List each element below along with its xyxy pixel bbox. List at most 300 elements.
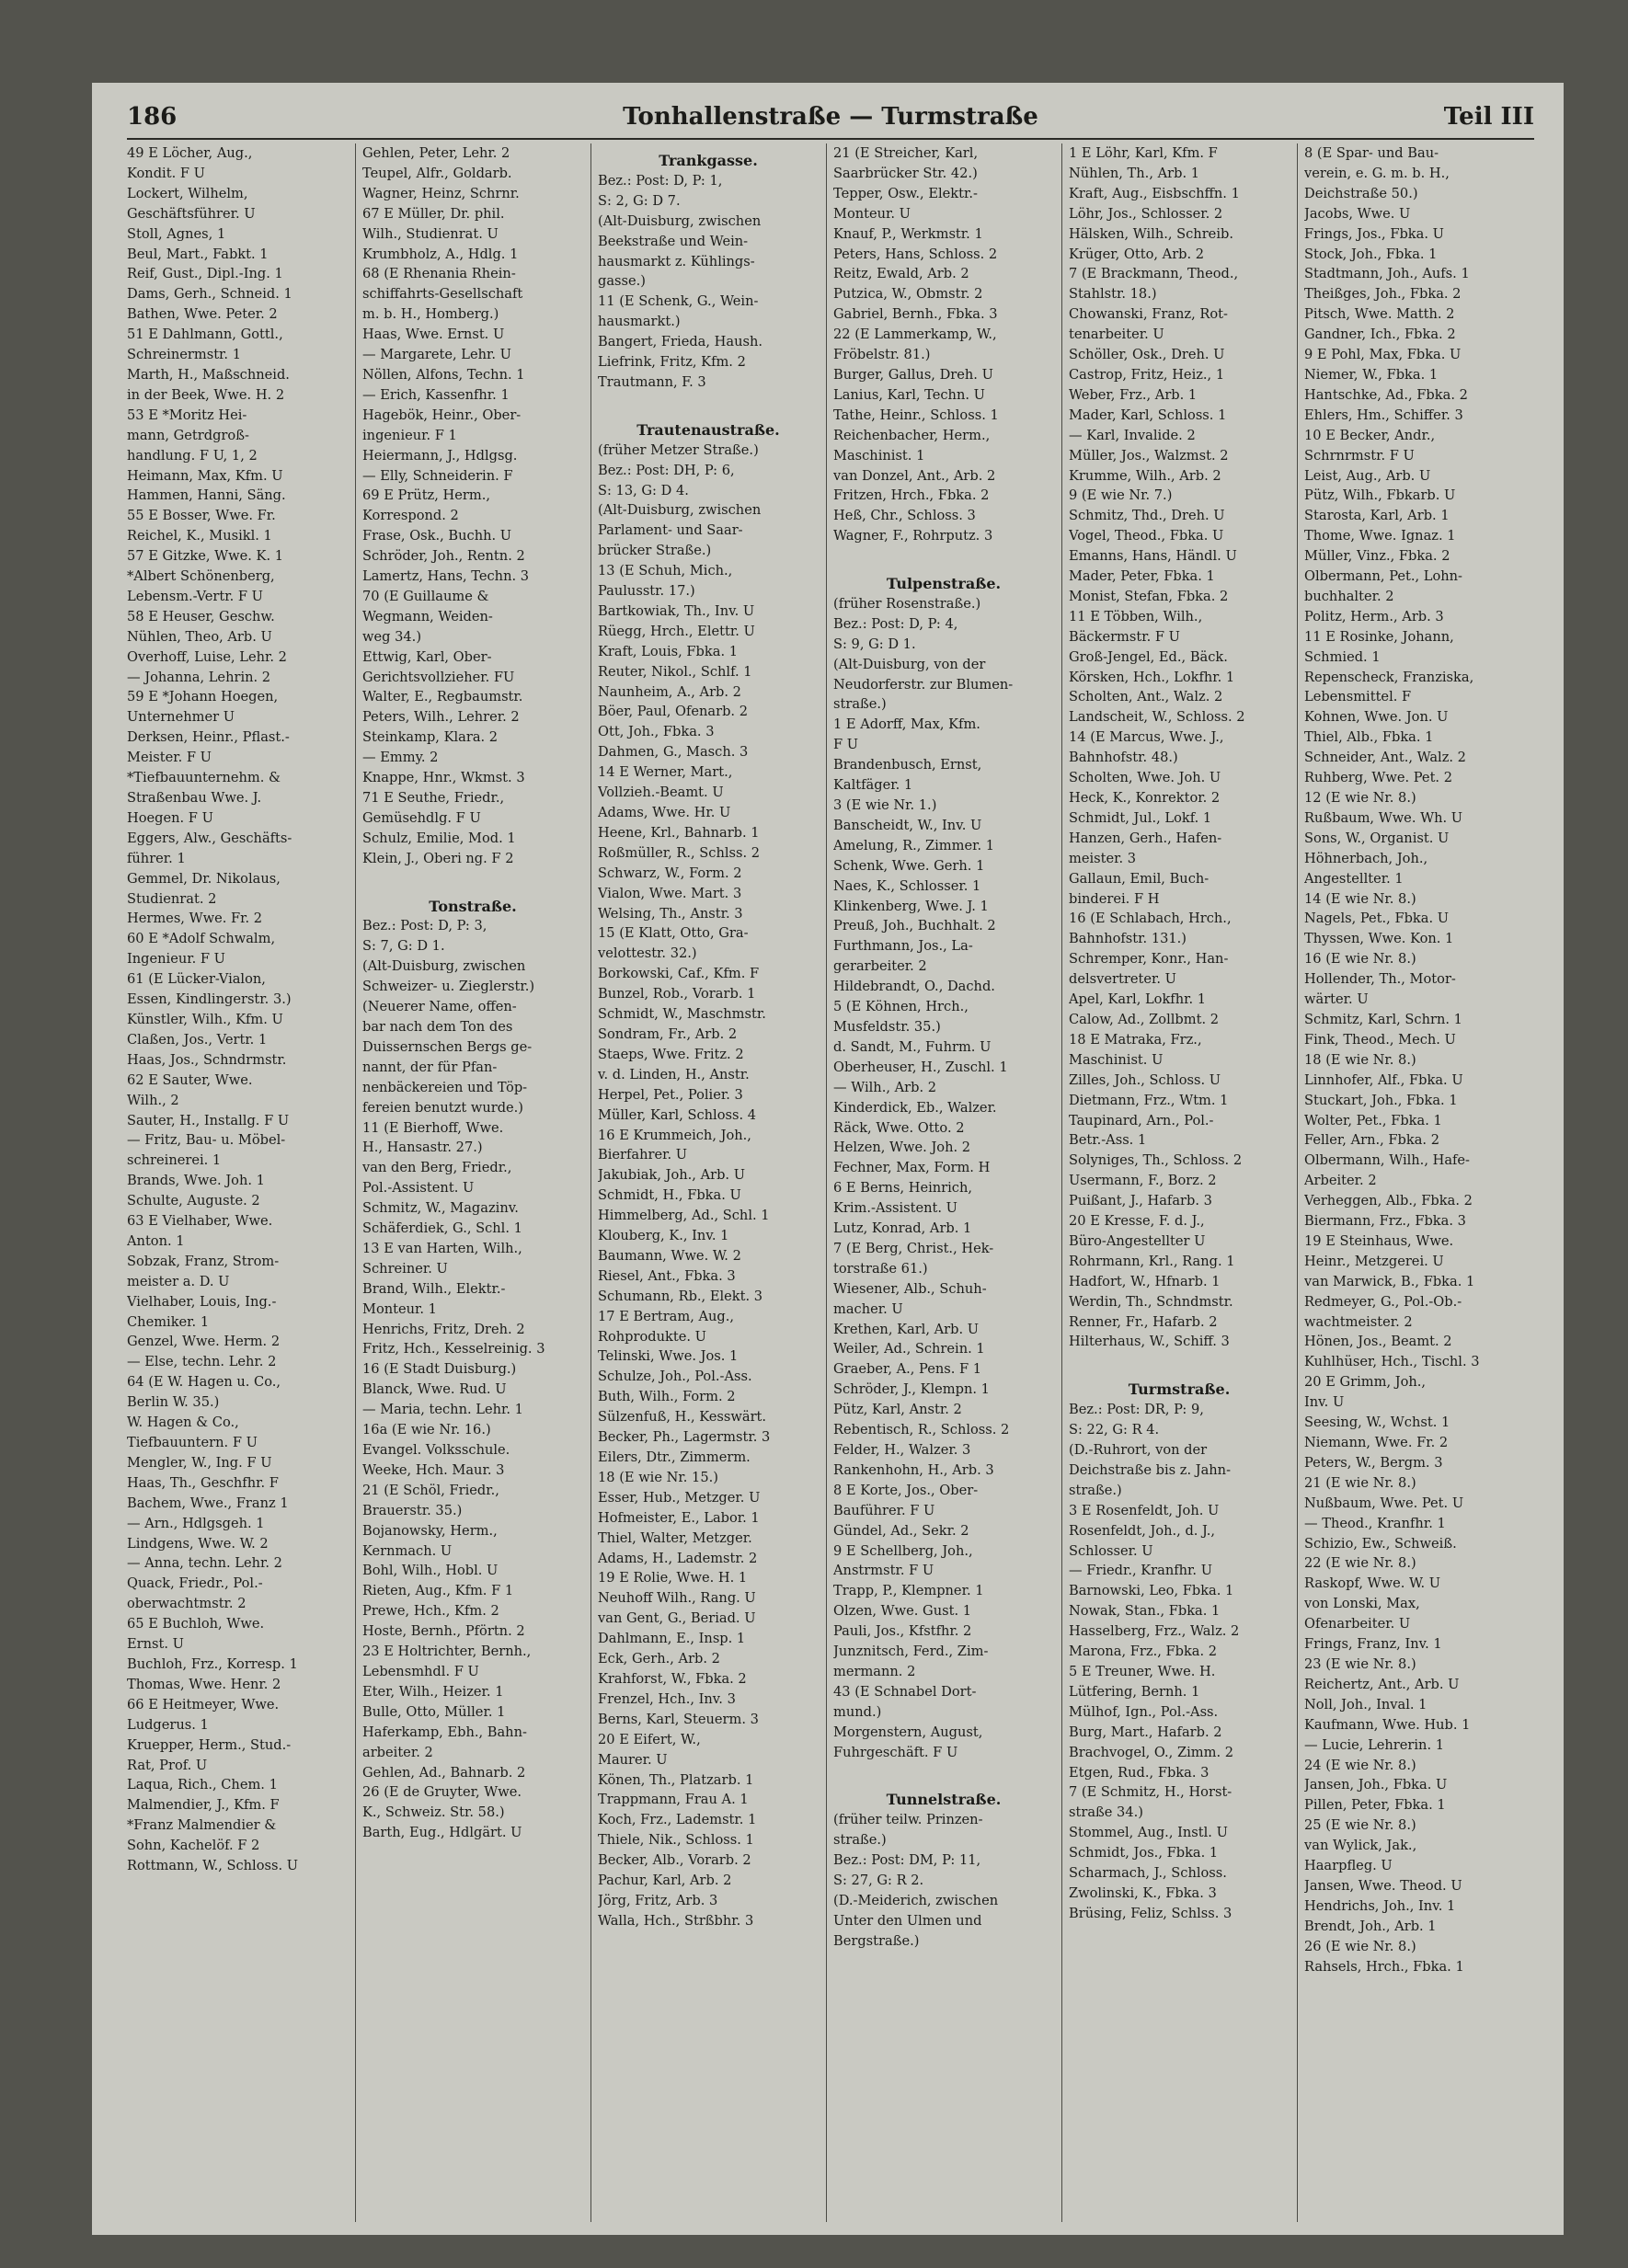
directory-line: brücker Straße.) <box>598 543 712 559</box>
directory-line: Haas, Th., Geschfhr. F <box>127 1474 279 1491</box>
directory-line: Vollzieh.-Beamt. U <box>598 785 724 801</box>
directory-line: Kraft, Louis, Fbka. 1 <box>598 643 739 659</box>
directory-line: Renner, Fr., Hafarb. 2 <box>1069 1313 1218 1330</box>
directory-line: 13 E van Harten, Wilh., <box>362 1240 522 1256</box>
directory-line: Künstler, Wilh., Kfm. U <box>127 1011 283 1027</box>
directory-line: delsvertreter. U <box>1069 971 1176 988</box>
directory-line: Lindgens, Wwe. W. 2 <box>127 1535 269 1552</box>
directory-line: Bahnhofstr. 48.) <box>1069 750 1178 766</box>
directory-line: nannt, der für Pfan- <box>362 1059 498 1075</box>
directory-line: Reichel, K., Musikl. 1 <box>127 528 272 544</box>
directory-line: Baumann, Wwe. W. 2 <box>598 1247 741 1264</box>
directory-line: Reitz, Ewald, Arb. 2 <box>833 266 969 282</box>
directory-line: Walla, Hch., Strßbhr. 3 <box>598 1912 754 1929</box>
directory-line: Wagner, F., Rohrputz. 3 <box>833 528 993 544</box>
directory-line: van Wylick, Jak., <box>1304 1838 1417 1854</box>
directory-line: 16 (E wie Nr. 8.) <box>1304 951 1416 968</box>
directory-line: Bez.: Post: DH, P: 6, <box>598 462 735 478</box>
directory-line: Geschäftsführer. U <box>127 205 256 222</box>
directory-line: — Lucie, Lehrerin. 1 <box>1304 1736 1445 1753</box>
directory-line: Ettwig, Karl, Ober- <box>362 648 492 665</box>
directory-line: 17 E Bertram, Aug., <box>598 1308 735 1324</box>
directory-line: 25 (E wie Nr. 8.) <box>1304 1817 1416 1834</box>
directory-line: binderei. F H <box>1069 890 1160 907</box>
directory-line: Fink, Theod., Mech. U <box>1304 1031 1456 1048</box>
directory-line: Feller, Arn., Fbka. 2 <box>1304 1132 1439 1149</box>
directory-line: Schröder, Joh., Rentn. 2 <box>362 548 525 565</box>
directory-line: Lebensmhdl. F U <box>362 1663 479 1679</box>
directory-line: Schmitz, Karl, Schrn. 1 <box>1304 1011 1462 1027</box>
directory-line: Stock, Joh., Fbka. 1 <box>1304 246 1438 262</box>
directory-line: Schmitz, W., Magazinv. <box>362 1200 519 1217</box>
directory-line: 11 (E Bierhoff, Wwe. <box>362 1119 504 1136</box>
directory-line: 11 (E Schenk, G., Wein- <box>598 293 759 310</box>
directory-line: Buchloh, Frz., Korresp. 1 <box>127 1655 298 1672</box>
directory-line: Marona, Frz., Fbka. 2 <box>1069 1644 1218 1660</box>
directory-line: Kohnen, Wwe. Jon. U <box>1304 709 1449 726</box>
directory-line: Castrop, Fritz, Heiz., 1 <box>1069 366 1225 383</box>
directory-line: Heck, K., Konrektor. 2 <box>1069 790 1221 806</box>
directory-line: Nühlen, Theo, Arb. U <box>127 628 272 645</box>
directory-line: Böer, Paul, Ofenarb. 2 <box>598 704 748 720</box>
directory-line: Himmelberg, Ad., Schl. 1 <box>598 1208 770 1224</box>
directory-line: Riesel, Ant., Fbka. 3 <box>598 1267 736 1284</box>
directory-line: Naes, K., Schlosser. 1 <box>833 877 981 894</box>
directory-line: Ehlers, Hm., Schiffer. 3 <box>1304 407 1463 423</box>
directory-line: Bahnhofstr. 131.) <box>1069 931 1187 947</box>
directory-line: Becker, Alb., Vorarb. 2 <box>598 1852 751 1869</box>
directory-line: — Maria, techn. Lehr. 1 <box>362 1402 523 1418</box>
directory-line: mermann. 2 <box>833 1663 916 1679</box>
directory-line: 11 E Rosinke, Johann, <box>1304 628 1454 645</box>
directory-line: 16a (E wie Nr. 16.) <box>362 1422 491 1438</box>
directory-line: Schmidt, Jos., Fbka. 1 <box>1069 1845 1219 1861</box>
directory-line: Laqua, Rich., Chem. 1 <box>127 1777 278 1793</box>
directory-line: 58 E Heuser, Geschw. <box>127 608 275 624</box>
directory-line: Becker, Ph., Lagermstr. 3 <box>598 1429 771 1446</box>
directory-line: Hantschke, Ad., Fbka. 2 <box>1304 386 1468 403</box>
directory-line: Kinderdick, Eb., Walzer. <box>833 1099 997 1116</box>
directory-line: Schreiner. U <box>362 1260 448 1277</box>
directory-line: Rußbaum, Wwe. Wh. U <box>1304 809 1463 826</box>
directory-line: Thyssen, Wwe. Kon. 1 <box>1304 931 1454 947</box>
directory-line: 15 (E Klatt, Otto, Gra- <box>598 925 749 942</box>
directory-line: straße.) <box>833 1832 887 1849</box>
directory-line: — Theod., Kranfhr. 1 <box>1304 1515 1446 1531</box>
directory-line: Fritzen, Hrch., Fbka. 2 <box>833 487 990 504</box>
directory-line: Fröbelstr. 81.) <box>833 347 931 363</box>
directory-line: Jörg, Fritz, Arb. 3 <box>598 1892 718 1908</box>
directory-line: Lanius, Karl, Techn. U <box>833 386 985 403</box>
directory-line: Kraft, Aug., Eisbschffn. 1 <box>1069 185 1240 201</box>
directory-line: Schmitz, Thd., Dreh. U <box>1069 508 1225 524</box>
directory-line: Etgen, Rud., Fbka. 3 <box>1069 1764 1210 1781</box>
directory-line: 8 (E Spar- und Bau- <box>1304 145 1439 161</box>
directory-line: Solyniges, Th., Schloss. 2 <box>1069 1152 1243 1169</box>
directory-line: 12 (E wie Nr. 8.) <box>1304 790 1416 806</box>
directory-line: 70 (E Guillaume & <box>362 588 489 604</box>
directory-line: Brands, Wwe. Joh. 1 <box>127 1173 265 1189</box>
directory-line: Mülhof, Ign., Pol.-Ass. <box>1069 1703 1219 1720</box>
directory-line: macher. U <box>833 1300 903 1317</box>
directory-line: mann, Getrdgroß- <box>127 427 249 443</box>
directory-line: 55 E Bosser, Wwe. Fr. <box>127 508 276 524</box>
directory-line: 19 E Steinhaus, Wwe. <box>1304 1232 1454 1249</box>
directory-line: Schumann, Rb., Elekt. 3 <box>598 1288 763 1304</box>
directory-line: Dahlmann, E., Insp. 1 <box>598 1631 746 1647</box>
page-title: Tonhallenstraße — Turmstraße <box>623 103 1038 131</box>
directory-line: Angestellter. 1 <box>1304 870 1404 887</box>
directory-line: Wegmann, Weiden- <box>362 608 493 624</box>
directory-line: Gabriel, Bernh., Fbka. 3 <box>833 306 998 323</box>
directory-line: 5 (E Köhnen, Hrch., <box>833 999 969 1015</box>
directory-line: Amelung, R., Zimmer. 1 <box>833 837 995 853</box>
directory-line: torstraße 61.) <box>833 1260 928 1277</box>
directory-line: Anton. 1 <box>127 1232 185 1249</box>
directory-line: Nowak, Stan., Fbka. 1 <box>1069 1603 1221 1620</box>
directory-line: Jakubiak, Joh., Arb. U <box>598 1167 746 1184</box>
directory-line: Taupinard, Arn., Pol.- <box>1069 1112 1214 1128</box>
directory-line: — Wilh., Arb. 2 <box>833 1079 937 1095</box>
directory-line: F U <box>833 737 859 753</box>
directory-line: Nußbaum, Wwe. Pet. U <box>1304 1495 1464 1511</box>
directory-line: Eter, Wilh., Heizer. 1 <box>362 1683 504 1700</box>
directory-line: Klinkenberg, Wwe. J. 1 <box>833 898 989 914</box>
directory-line: Lütfering, Bernh. 1 <box>1069 1683 1200 1700</box>
directory-line: Monteur. 1 <box>362 1300 437 1317</box>
directory-line: Reichertz, Ant., Arb. U <box>1304 1676 1460 1692</box>
directory-line: Rosenfeldt, Joh., d. J., <box>1069 1522 1216 1539</box>
directory-line: Nühlen, Th., Arb. 1 <box>1069 165 1200 181</box>
directory-line: Noll, Joh., Inval. 1 <box>1304 1696 1427 1712</box>
directory-line: 21 (E Streicher, Karl, <box>833 145 979 161</box>
directory-line: Knappe, Hnr., Wkmst. 3 <box>362 770 525 786</box>
directory-line: Maschinist. 1 <box>833 447 925 464</box>
column-divider <box>826 143 827 2222</box>
directory-line: Gerichtsvollzieher. FU <box>362 669 515 685</box>
directory-line: Scharmach, J., Schloss. <box>1069 1865 1227 1882</box>
directory-line: Bachem, Wwe., Franz 1 <box>127 1495 289 1511</box>
directory-line: 8 E Korte, Jos., Ober- <box>833 1482 979 1498</box>
directory-line: Hönen, Jos., Beamt. 2 <box>1304 1334 1452 1350</box>
directory-line: Thome, Wwe. Ignaz. 1 <box>1304 528 1456 544</box>
directory-line: von Lonski, Max, <box>1304 1596 1420 1612</box>
directory-line: Koch, Frz., Lademstr. 1 <box>598 1812 757 1828</box>
directory-line: Olbermann, Wilh., Hafe- <box>1304 1152 1470 1169</box>
directory-line: Höhnerbach, Joh., <box>1304 850 1428 866</box>
directory-line: Parlament- und Saar- <box>598 522 743 539</box>
directory-line: Burger, Gallus, Dreh. U <box>833 366 993 383</box>
directory-line: wachtmeister. 2 <box>1304 1313 1413 1330</box>
directory-line: Beekstraße und Wein- <box>598 233 749 249</box>
directory-line: Puißant, J., Hafarb. 3 <box>1069 1193 1212 1209</box>
directory-line: Frenzel, Hch., Inv. 3 <box>598 1690 736 1707</box>
directory-line: Nagels, Pet., Fbka. U <box>1304 911 1450 927</box>
directory-line: Graeber, A., Pens. F 1 <box>833 1361 982 1378</box>
directory-line: Studienrat. 2 <box>127 890 217 907</box>
directory-line: Gündel, Ad., Sekr. 2 <box>833 1522 969 1539</box>
directory-line: — Fritz, Bau- u. Möbel- <box>127 1132 286 1149</box>
directory-line: Kuhlhüser, Hch., Tischl. 3 <box>1304 1354 1480 1370</box>
directory-line: Lebensm.-Vertr. F U <box>127 588 263 604</box>
directory-line: Adams, H., Lademstr. 2 <box>598 1550 758 1566</box>
directory-line: Heß, Chr., Schloss. 3 <box>833 508 976 524</box>
directory-line: Hälsken, Wilh., Schreib. <box>1069 225 1233 242</box>
column-divider <box>1297 143 1298 2222</box>
directory-line: 67 E Müller, Dr. phil. <box>362 205 505 222</box>
directory-line: Fechner, Max, Form. H <box>833 1160 991 1176</box>
directory-line: Stahlstr. 18.) <box>1069 286 1157 303</box>
directory-line: Krim.-Assistent. U <box>833 1200 957 1217</box>
directory-line: Vielhaber, Louis, Ing.- <box>127 1293 277 1310</box>
column-divider <box>1061 143 1062 2222</box>
directory-line: 16 (E Schlabach, Hrch., <box>1069 911 1232 927</box>
directory-line: Verheggen, Alb., Fbka. 2 <box>1304 1193 1473 1209</box>
directory-line: (früher Metzer Straße.) <box>598 441 759 458</box>
directory-line: 18 (E wie Nr. 8.) <box>1304 1051 1416 1068</box>
directory-line: Kernmach. U <box>362 1542 453 1559</box>
directory-line: weg 34.) <box>362 628 422 645</box>
directory-line: Rohprodukte. U <box>598 1328 706 1345</box>
directory-line: S: 7, G: D 1. <box>362 938 445 955</box>
directory-line: Hildebrandt, O., Dachd. <box>833 979 995 995</box>
directory-line: 9 E Pohl, Max, Fbka. U <box>1304 347 1462 363</box>
directory-line: Wilh., Studienrat. U <box>362 225 499 242</box>
directory-line: Bangert, Frieda, Haush. <box>598 334 763 350</box>
directory-line: (D.-Meiderich, zwischen <box>833 1892 999 1908</box>
directory-line: v. d. Linden, H., Anstr. <box>598 1066 750 1082</box>
directory-line: Pachur, Karl, Arb. 2 <box>598 1873 732 1889</box>
directory-line: 3 E Rosenfeldt, Joh. U <box>1069 1502 1220 1518</box>
directory-line: 63 E Vielhaber, Wwe. <box>127 1213 273 1230</box>
directory-line: van Marwick, B., Fbka. 1 <box>1304 1273 1475 1289</box>
directory-line: Wilh., 2 <box>127 1092 179 1108</box>
directory-line: Claßen, Jos., Vertr. 1 <box>127 1031 268 1048</box>
directory-line: Monist, Stefan, Fbka. 2 <box>1069 588 1229 604</box>
directory-line: Unternehmer U <box>127 709 235 726</box>
directory-line: Frings, Jos., Fbka. U <box>1304 225 1444 242</box>
directory-line: Sobzak, Franz, Strom- <box>127 1253 280 1269</box>
directory-line: Schmidt, H., Fbka. U <box>598 1187 741 1204</box>
directory-line: Neudorferstr. zur Blumen- <box>833 676 1014 693</box>
directory-line: Eggers, Alw., Geschäfts- <box>127 830 292 846</box>
directory-line: 64 (E W. Hagen u. Co., <box>127 1374 281 1391</box>
directory-line: Peters, W., Bergm. 3 <box>1304 1454 1443 1471</box>
directory-line: Herpel, Pet., Polier. 3 <box>598 1086 743 1103</box>
directory-line: Eck, Gerh., Arb. 2 <box>598 1651 720 1667</box>
directory-line: Jansen, Joh., Fbka. U <box>1304 1777 1448 1793</box>
directory-line: Unter den Ulmen und <box>833 1912 982 1929</box>
directory-line: 11 E Többen, Wilh., <box>1069 608 1203 624</box>
directory-line: Schenk, Wwe. Gerh. 1 <box>833 857 985 874</box>
header-rule <box>127 138 1534 140</box>
column-3 <box>598 143 819 2222</box>
directory-line: Bauführer. F U <box>833 1502 935 1518</box>
directory-line: Schmied. 1 <box>1304 648 1381 665</box>
directory-line: Müller, Jos., Walzmst. 2 <box>1069 447 1229 464</box>
directory-line: Deichstraße bis z. Jahn- <box>1069 1461 1232 1478</box>
directory-line: 49 E Löcher, Aug., <box>127 145 253 161</box>
directory-line: velottestr. 32.) <box>598 945 697 962</box>
directory-line: Reif, Gust., Dipl.-Ing. 1 <box>127 266 283 282</box>
directory-line: tenarbeiter. U <box>1069 326 1164 343</box>
directory-line: Ofenarbeiter. U <box>1304 1616 1411 1632</box>
directory-line: Ruhberg, Wwe. Pet. 2 <box>1304 770 1452 786</box>
directory-line: Kaufmann, Wwe. Hub. 1 <box>1304 1716 1471 1733</box>
directory-line: Thiel, Alb., Fbka. 1 <box>1304 729 1434 746</box>
directory-line: Schröder, J., Klempn. 1 <box>833 1381 990 1398</box>
directory-line: Deichstraße 50.) <box>1304 185 1418 201</box>
directory-line: Kruepper, Herm., Stud.- <box>127 1736 292 1753</box>
directory-line: Müller, Karl, Schloss. 4 <box>598 1106 757 1123</box>
directory-line: Thomas, Wwe. Henr. 2 <box>127 1676 281 1692</box>
directory-line: Meister. F U <box>127 750 212 766</box>
directory-line: Oberheuser, H., Zuschl. 1 <box>833 1059 1008 1075</box>
directory-line: Berlin W. 35.) <box>127 1394 220 1411</box>
directory-line: Vialon, Wwe. Mart. 3 <box>598 885 742 901</box>
directory-line: — Emmy. 2 <box>362 750 439 766</box>
column-4 <box>833 143 1054 2222</box>
directory-line: Haferkamp, Ebh., Bahn- <box>362 1724 527 1740</box>
directory-line: Lebensmittel. F <box>1304 689 1412 705</box>
directory-line: Ludgerus. 1 <box>127 1716 209 1733</box>
directory-line: gasse.) <box>598 273 646 290</box>
directory-line: Werdin, Th., Schndmstr. <box>1069 1293 1233 1310</box>
directory-line: 57 E Gitzke, Wwe. K. 1 <box>127 548 284 565</box>
directory-line: 16 (E Stadt Duisburg.) <box>362 1361 517 1378</box>
directory-line: Hendrichs, Joh., Inv. 1 <box>1304 1897 1456 1914</box>
directory-page <box>92 83 1564 2235</box>
directory-line: Nöllen, Alfons, Techn. 1 <box>362 366 525 383</box>
directory-line: 14 (E wie Nr. 8.) <box>1304 890 1416 907</box>
directory-line: schiffahrts-Gesellschaft <box>362 286 523 303</box>
directory-line: Krethen, Karl, Arb. U <box>833 1321 980 1337</box>
directory-line: van Gent, G., Beriad. U <box>598 1610 756 1627</box>
directory-line: Genzel, Wwe. Herm. 2 <box>127 1334 281 1350</box>
directory-line: Essen, Kindlingerstr. 3.) <box>127 991 292 1008</box>
directory-line: 18 E Matraka, Frz., <box>1069 1031 1202 1048</box>
directory-line: Niemann, Wwe. Fr. 2 <box>1304 1435 1449 1450</box>
directory-line: Krüger, Otto, Arb. 2 <box>1069 246 1205 262</box>
directory-line: Helzen, Wwe. Joh. 2 <box>833 1140 971 1156</box>
directory-line: Dams, Gerh., Schneid. 1 <box>127 286 292 303</box>
directory-line: (Alt-Duisburg, zwischen <box>598 212 762 229</box>
directory-line: Schizio, Ew., Schweiß. <box>1304 1535 1457 1552</box>
directory-line: Stommel, Aug., Instl. U <box>1069 1825 1228 1841</box>
directory-line: Malmendier, J., Kfm. F <box>127 1797 280 1814</box>
directory-line: Gehlen, Ad., Bahnarb. 2 <box>362 1764 526 1781</box>
directory-line: Brendt, Joh., Arb. 1 <box>1304 1918 1437 1934</box>
directory-line: Ingenieur. F U <box>127 951 225 968</box>
directory-line: Olbermann, Pet., Lohn- <box>1304 568 1462 585</box>
directory-line: Hoste, Bernh., Pförtn. 2 <box>362 1623 525 1640</box>
directory-line: 20 E Grimm, Joh., <box>1304 1374 1427 1391</box>
directory-line: handlung. F U, 1, 2 <box>127 447 258 464</box>
directory-line: Heimann, Max, Kfm. U <box>127 467 283 484</box>
directory-line: 26 (E de Gruyter, Wwe. <box>362 1784 522 1801</box>
directory-line: Dahmen, G., Masch. 3 <box>598 744 749 761</box>
directory-line: Felder, H., Walzer. 3 <box>833 1442 971 1458</box>
directory-line: Rottmann, W., Schloss. U <box>127 1858 299 1874</box>
directory-line: Schulte, Auguste. 2 <box>127 1193 260 1209</box>
directory-line: 3 (E wie Nr. 1.) <box>833 797 937 813</box>
directory-line: Thiel, Walter, Metzger. <box>598 1529 752 1546</box>
directory-line: Kaltfäger. 1 <box>833 777 913 794</box>
street-heading: Turmstraße. <box>1128 1380 1231 1399</box>
directory-line: Barth, Eug., Hdlgärt. U <box>362 1825 522 1841</box>
directory-line: Raskopf, Wwe. W. U <box>1304 1575 1441 1592</box>
directory-line: Körsken, Hch., Lokfhr. 1 <box>1069 669 1235 685</box>
directory-line: Marth, H., Maßschneid. <box>127 366 290 383</box>
directory-line: Rankenhohn, H., Arb. 3 <box>833 1461 994 1478</box>
directory-line: Sondram, Fr., Arb. 2 <box>598 1025 738 1042</box>
directory-line: Maurer. U <box>598 1751 668 1768</box>
directory-line: arbeiter. 2 <box>362 1744 433 1760</box>
directory-line: Scholten, Wwe. Joh. U <box>1069 770 1221 786</box>
directory-line: (früher Rosenstraße.) <box>833 595 981 612</box>
directory-line: — Anna, techn. Lehr. 2 <box>127 1555 282 1572</box>
directory-line <box>1069 1352 1290 1372</box>
directory-line: Zilles, Joh., Schloss. U <box>1069 1071 1221 1088</box>
directory-line: Heiermann, J., Hdlgsg. <box>362 447 518 464</box>
directory-line: Schmidt, W., Maschmstr. <box>598 1006 766 1023</box>
directory-line: Naunheim, A., Arb. 2 <box>598 683 741 700</box>
directory-line: 65 E Buchloh, Wwe. <box>127 1616 265 1632</box>
directory-line: Barnowski, Leo, Fbka. 1 <box>1069 1583 1234 1599</box>
directory-line: Weber, Frz., Arb. 1 <box>1069 386 1198 403</box>
directory-line: Reichenbacher, Herm., <box>833 427 991 443</box>
directory-line: Schrnrmstr. F U <box>1304 447 1415 464</box>
directory-line: 20 E Eifert, W., <box>598 1731 701 1747</box>
directory-line: Stoll, Agnes, 1 <box>127 225 226 242</box>
page-number: 186 <box>127 103 178 131</box>
directory-line: wärter. U <box>1304 991 1369 1008</box>
directory-line: 22 (E wie Nr. 8.) <box>1304 1555 1416 1572</box>
directory-line: 10 E Becker, Andr., <box>1304 427 1436 443</box>
column-6 <box>1304 143 1525 2222</box>
directory-line: Lockert, Wilhelm, <box>127 185 248 201</box>
directory-line: Sohn, Kachelöf. F 2 <box>127 1838 260 1854</box>
directory-line: oberwachtmstr. 2 <box>127 1596 246 1612</box>
directory-line: Brandenbusch, Ernst, <box>833 757 982 773</box>
directory-line: Haarpfleg. U <box>1304 1858 1393 1874</box>
directory-line: K., Schweiz. Str. 58.) <box>362 1804 505 1821</box>
directory-line: Niemer, W., Fbka. 1 <box>1304 366 1439 383</box>
directory-line: — Margarete, Lehr. U <box>362 347 511 363</box>
directory-line: Bierfahrer. U <box>598 1147 688 1163</box>
directory-line: 13 (E Schuh, Mich., <box>598 563 733 579</box>
directory-line: Duissernschen Bergs ge- <box>362 1038 533 1055</box>
directory-line: Jansen, Wwe. Theod. U <box>1304 1877 1462 1894</box>
directory-line: Chemiker. 1 <box>127 1313 210 1330</box>
directory-line: Schweizer- u. Zieglerstr.) <box>362 979 535 995</box>
directory-line: Hadfort, W., Hfnarb. 1 <box>1069 1273 1221 1289</box>
directory-line: Gehlen, Peter, Lehr. 2 <box>362 145 510 161</box>
directory-line: — Elly, Schneiderin. F <box>362 467 513 484</box>
directory-line: van Donzel, Ant., Arb. 2 <box>833 467 996 484</box>
directory-line: Arbeiter. 2 <box>1304 1173 1377 1189</box>
directory-line: Junznitsch, Ferd., Zim- <box>833 1644 989 1660</box>
column-5 <box>1069 143 1290 2222</box>
directory-line: Rohrmann, Krl., Rang. 1 <box>1069 1253 1235 1269</box>
directory-line: Repenscheck, Franziska, <box>1304 669 1474 685</box>
directory-line: Hofmeister, E., Labor. 1 <box>598 1509 760 1526</box>
directory-line: Hasselberg, Frz., Walz. 2 <box>1069 1623 1240 1640</box>
directory-line: 14 (E Marcus, Wwe. J., <box>1069 729 1224 746</box>
directory-line: Wiesener, Alb., Schuh- <box>833 1280 987 1297</box>
directory-line: Kondit. F U <box>127 165 205 181</box>
directory-line: 22 (E Lammerkamp, W., <box>833 326 997 343</box>
